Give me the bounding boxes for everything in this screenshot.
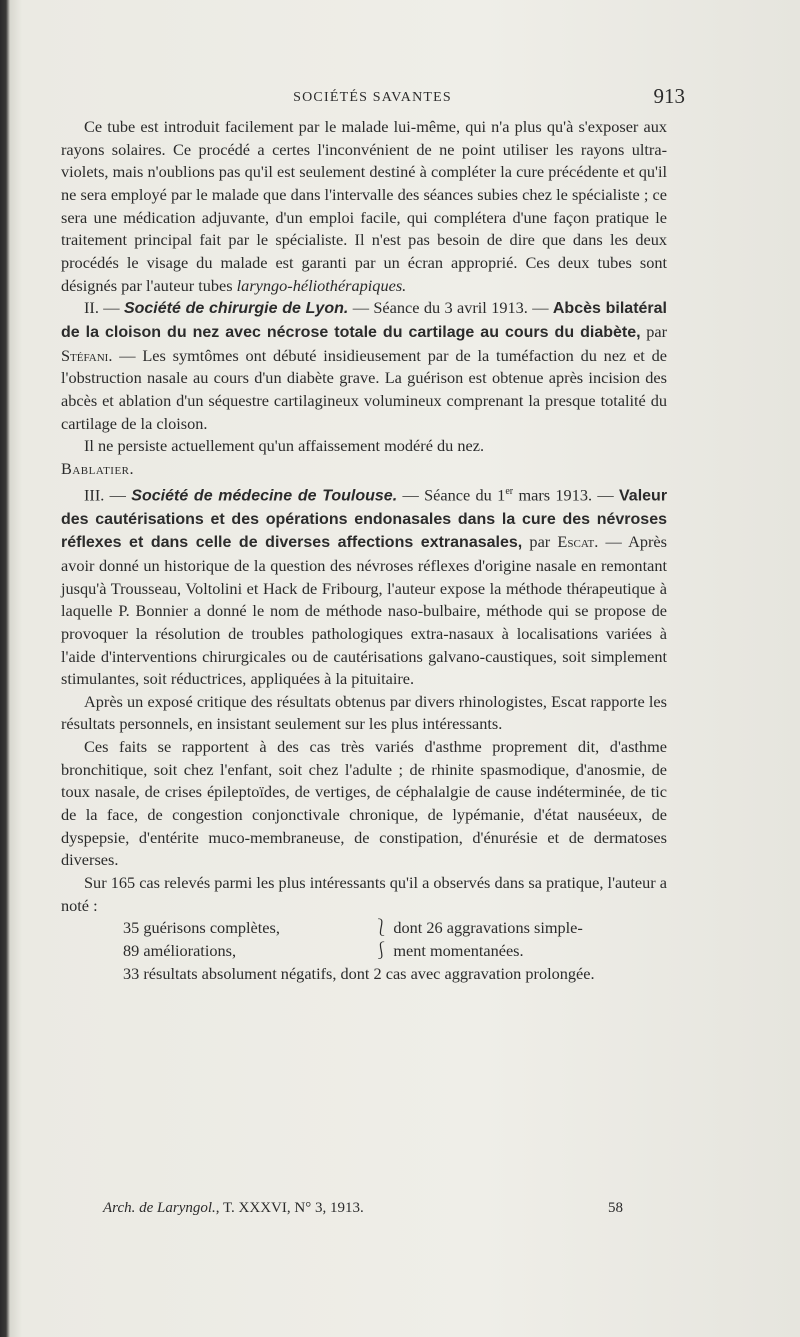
brace-bottom-icon: ⎰ bbox=[373, 941, 390, 961]
term-laryngo-heliotherapiques: laryngo-héliothérapiques. bbox=[236, 275, 407, 295]
reviewer-signature: Bablatier. bbox=[61, 458, 135, 478]
paragraph-expose: Après un exposé critique des résultats obtenus par divers rhinologistes, Escat rapporte les résultats personnels, en insistant seulement sur les plus intéressants. bbox=[61, 691, 667, 734]
author-escat: Escat bbox=[557, 532, 595, 552]
journal-title: Arch. de Laryngol. bbox=[103, 1200, 216, 1216]
page-number: 913 bbox=[653, 84, 685, 108]
result-negatifs: 33 résultats absolument négatifs, dont 2 cas avec aggravation prolongée. bbox=[123, 963, 595, 983]
result-ameliorations: 89 améliorations, ⎰ ment momentanées. bbox=[123, 941, 524, 961]
section-toulouse: III. — Société de médecine de Toulouse. — Séance du 1er mars 1913. — Valeur des cautérisations et des opérations endonasales dans la cure des névroses réflexes et dans celle de diverses affections extranasales, par Escat. — Après avoir donné un historique de la question des névroses réflexes d'origine nasale en remontant jusqu'à Trousseau, Voltolini et Hack de Fribourg, l'auteur expose la méthode thérapeutique à laquelle P. Bonnier a donné le nom de méthode naso-bulbaire, méthode qui se propose de provoquer la résolution de troubles pathologiques extra-nasaux à localisations variées à l'aide d'interventions chirurgicales ou de cautérisations galvano-caustiques, soit simplement stimulantes, soit réductrices, appliquées à la pituitaire. bbox=[61, 484, 668, 689]
signature-mark: 58 bbox=[608, 1200, 623, 1216]
paragraph-persiste: Il ne persiste actuellement qu'un affaissement modéré du nez. bbox=[84, 436, 485, 456]
society-name-lyon: Société de chirurgie de Lyon. bbox=[123, 300, 349, 318]
article-text bbox=[61, 116, 667, 985]
article-title-cauterisations: Valeur des cautérisations et des opérations endonasales dans la cure des névroses réflexes et dans celle de diverses affections extranasales, bbox=[61, 486, 668, 552]
brace-top-icon: ⎱ bbox=[373, 918, 390, 938]
running-header bbox=[60, 84, 685, 114]
results-list bbox=[123, 917, 667, 985]
section-lyon: II. — Société de chirurgie de Lyon. — Séance du 3 avril 1913. — Abcès bilatéral de la cloison du nez avec nécrose totale du cartilage au cours du diabète, par Stéfani. — Les symtômes ont débuté insidieusement par de la tuméfaction du nez et de l'obstruction nasale au cours d'un diabète grave. La guérison est obtenue après incision des abcès et ablation d'un séquestre cartilagineux volumineux comprenant la presque totalité du cartilage de la cloison. bbox=[61, 298, 668, 433]
author-stefani: Stéfani bbox=[61, 345, 109, 365]
society-name-toulouse: Société de médecine de Toulouse. bbox=[131, 486, 398, 504]
paragraph-tube: Ce tube est introduit facilement par le malade lui-même, qui n'a plus qu'à s'exposer aux rayons solaires. Ce procédé a certes l'inconvénient de ne point utiliser les rayons ultra-violets, mais n'oublions pas qu'il est seulement destiné à compléter la cure précédente et qu'il ne sera employé par le malade que dans l'intervalle des séances subies chez le spécialiste ; ce sera une médication adjuvante, d'un emploi facile, qui complétera d'une façon pratique le traitement principal fait par le spécialiste. Il n'est pas besoin de dire que dans les deux procédés le visage du malade est garanti par un écran approprié. Ces deux tubes sont désignés par l'auteur tubes laryngo-héliothérapiques. bbox=[61, 117, 667, 295]
article-title-abces: Abcès bilatéral de la cloison du nez avec nécrose totale du cartilage au cours du diabète, bbox=[61, 300, 668, 341]
footer bbox=[103, 1200, 623, 1217]
paragraph-faits: Ces faits se rapportent à des cas très variés d'asthme proprement dit, d'asthme bronchitique, soit chez l'enfant, soit chez l'adulte ; de rhinite spasmodique, d'anosmie, de toux nasale, de crises épileptoïdes, de vertiges, de céphalalgie de cause indéterminée, de tic de la face, de congestion conjonctivale chronique, de lypémanie, d'état nauséeux, de dyspepsie, d'entérite muco-membraneuse, de constipation, d'énurésie et de dermatoses diverses. bbox=[61, 737, 667, 870]
running-title: SOCIÉTÉS SAVANTES bbox=[293, 90, 452, 105]
paragraph-statistiques: Sur 165 cas relevés parmi les plus intéressants qu'il a observés dans sa pratique, l'auteur a noté : bbox=[61, 873, 667, 915]
journal-volume: , T. XXXVI, N° 3, 1913. bbox=[215, 1200, 364, 1216]
result-guerisons: 35 guérisons complètes, ⎱ dont 26 aggravations simple- bbox=[123, 918, 583, 938]
